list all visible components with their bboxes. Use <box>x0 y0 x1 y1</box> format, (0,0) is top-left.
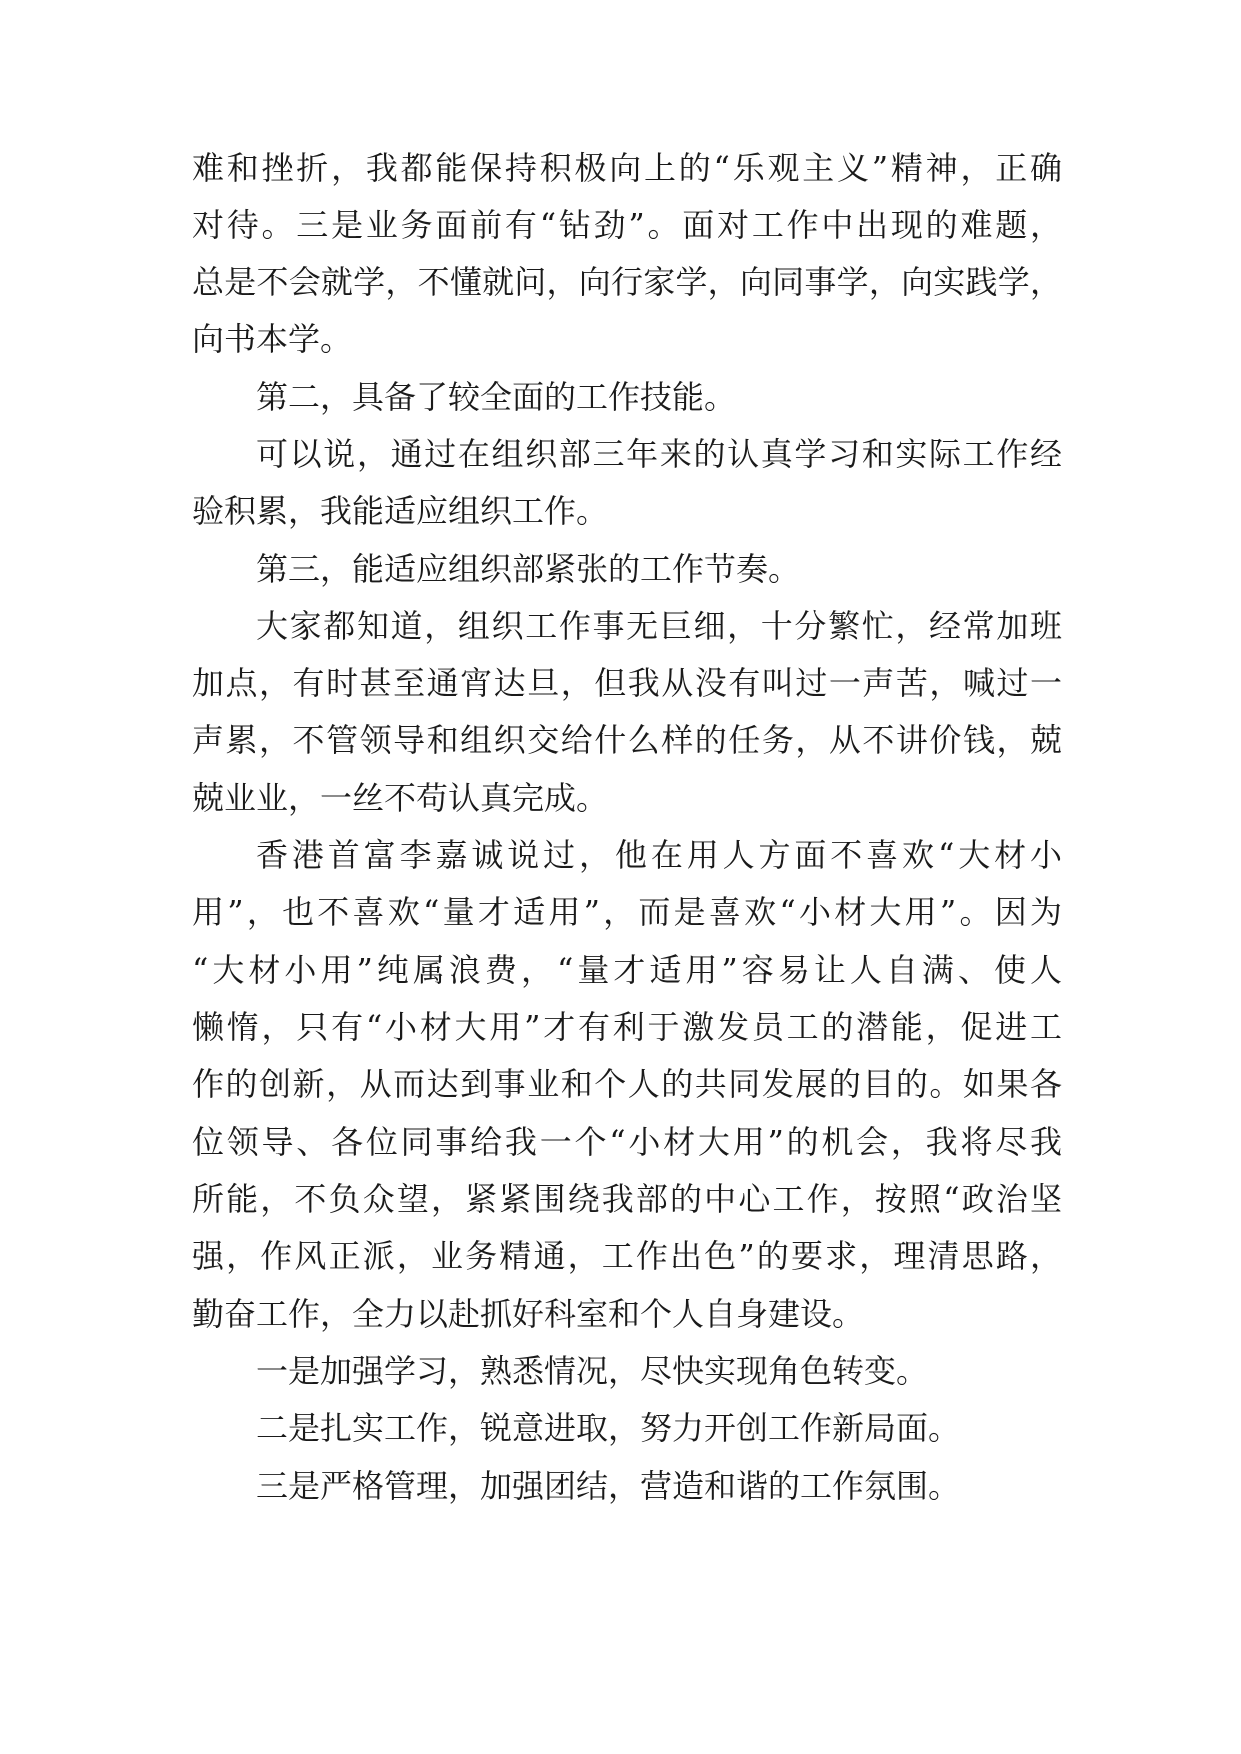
text-line: 加点，有时甚至通宵达旦，但我从没有叫过一声苦，喊过一 <box>192 664 1062 702</box>
text-line: 难和挫折，我都能保持积极向上的“乐观主义”精神，正确 <box>192 149 1062 187</box>
text-line: 作的创新，从而达到事业和个人的共同发展的目的。如果各 <box>192 1065 1062 1103</box>
text-line: 声累，不管领导和组织交给什么样的任务，从不讲价钱，兢 <box>192 721 1062 759</box>
text-line: 大家都知道，组织工作事无巨细，十分繁忙，经常加班 <box>256 607 1062 645</box>
text-line: 可以说，通过在组织部三年来的认真学习和实际工作经 <box>256 435 1062 473</box>
text-line: 向书本学。 <box>192 320 353 358</box>
text-line: 兢业业，一丝不苟认真完成。 <box>192 779 609 817</box>
paragraph-heading: 第三，能适应组织部紧张的工作节奏。 <box>256 550 801 588</box>
text-line: 总是不会就学，不懂就问，向行家学，向同事学，向实践学， <box>192 263 1062 301</box>
text-line: 强，作风正派，业务精通，工作出色”的要求，理清思路， <box>192 1237 1062 1275</box>
text-line: 懒惰，只有“小材大用”才有利于激发员工的潜能，促进工 <box>192 1008 1062 1046</box>
text-line: “大材小用”纯属浪费，“量才适用”容易让人自满、使人 <box>192 951 1062 989</box>
list-item: 二是扎实工作，锐意进取，努力开创工作新局面。 <box>256 1409 961 1447</box>
text-line: 香港首富李嘉诚说过，他在用人方面不喜欢“大材小 <box>256 836 1062 874</box>
list-item: 一是加强学习，熟悉情况，尽快实现角色转变。 <box>256 1352 929 1390</box>
text-line: 对待。三是业务面前有“钻劲”。面对工作中出现的难题， <box>192 206 1062 244</box>
text-line: 用”，也不喜欢“量才适用”，而是喜欢“小材大用”。因为 <box>192 893 1062 931</box>
text-line: 验积累，我能适应组织工作。 <box>192 492 609 530</box>
text-line: 所能，不负众望，紧紧围绕我部的中心工作，按照“政治坚 <box>192 1180 1062 1218</box>
text-line: 位领导、各位同事给我一个“小材大用”的机会，我将尽我 <box>192 1123 1062 1161</box>
paragraph-heading: 第二，具备了较全面的工作技能。 <box>256 378 737 416</box>
text-line: 勤奋工作，全力以赴抓好科室和个人自身建设。 <box>192 1295 865 1333</box>
list-item: 三是严格管理，加强团结，营造和谐的工作氛围。 <box>256 1467 961 1505</box>
